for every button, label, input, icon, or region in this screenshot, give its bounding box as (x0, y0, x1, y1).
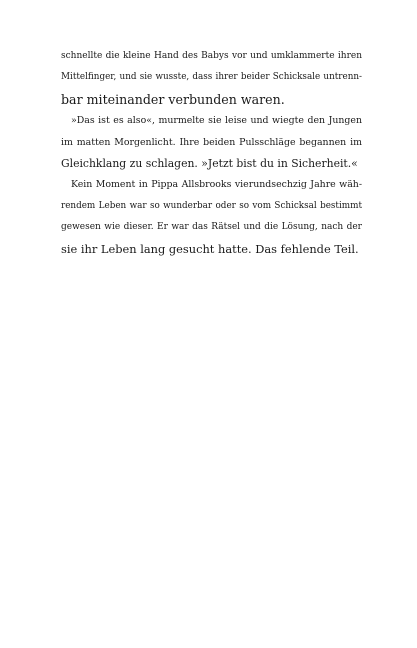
text-line: im matten Morgenlicht. Ihre beiden Pulsschläge begannen im (61, 136, 362, 148)
text-line: gewesen wie dieser. Er war das Rätsel und die Lösung, nach der (61, 222, 362, 233)
text-line: »Das ist es also«, murmelte sie leise und wiegte den Jungen (71, 115, 362, 127)
text-line: rendem Leben war so wunderbar oder so vom Schicksal bestimmt (61, 200, 362, 211)
text-line: Mittelfinger, und sie wusste, dass ihrer beider Schicksale untrenn- (61, 72, 362, 83)
text-line: sie ihr Leben lang gesucht hatte. Das fehlende Teil. (61, 241, 359, 256)
text-line: bar miteinander verbunden waren. (61, 91, 285, 107)
body-text (61, 46, 362, 260)
text-line: schnellte die kleine Hand des Babys vor und umklammerte ihren (61, 51, 362, 61)
text-line: Kein Moment in Pippa Allsbrooks vierundsechzig Jahre wäh- (71, 179, 362, 191)
text-line: Gleichklang zu schlagen. »Jetzt bist du in Sicherheit.« (61, 156, 358, 170)
